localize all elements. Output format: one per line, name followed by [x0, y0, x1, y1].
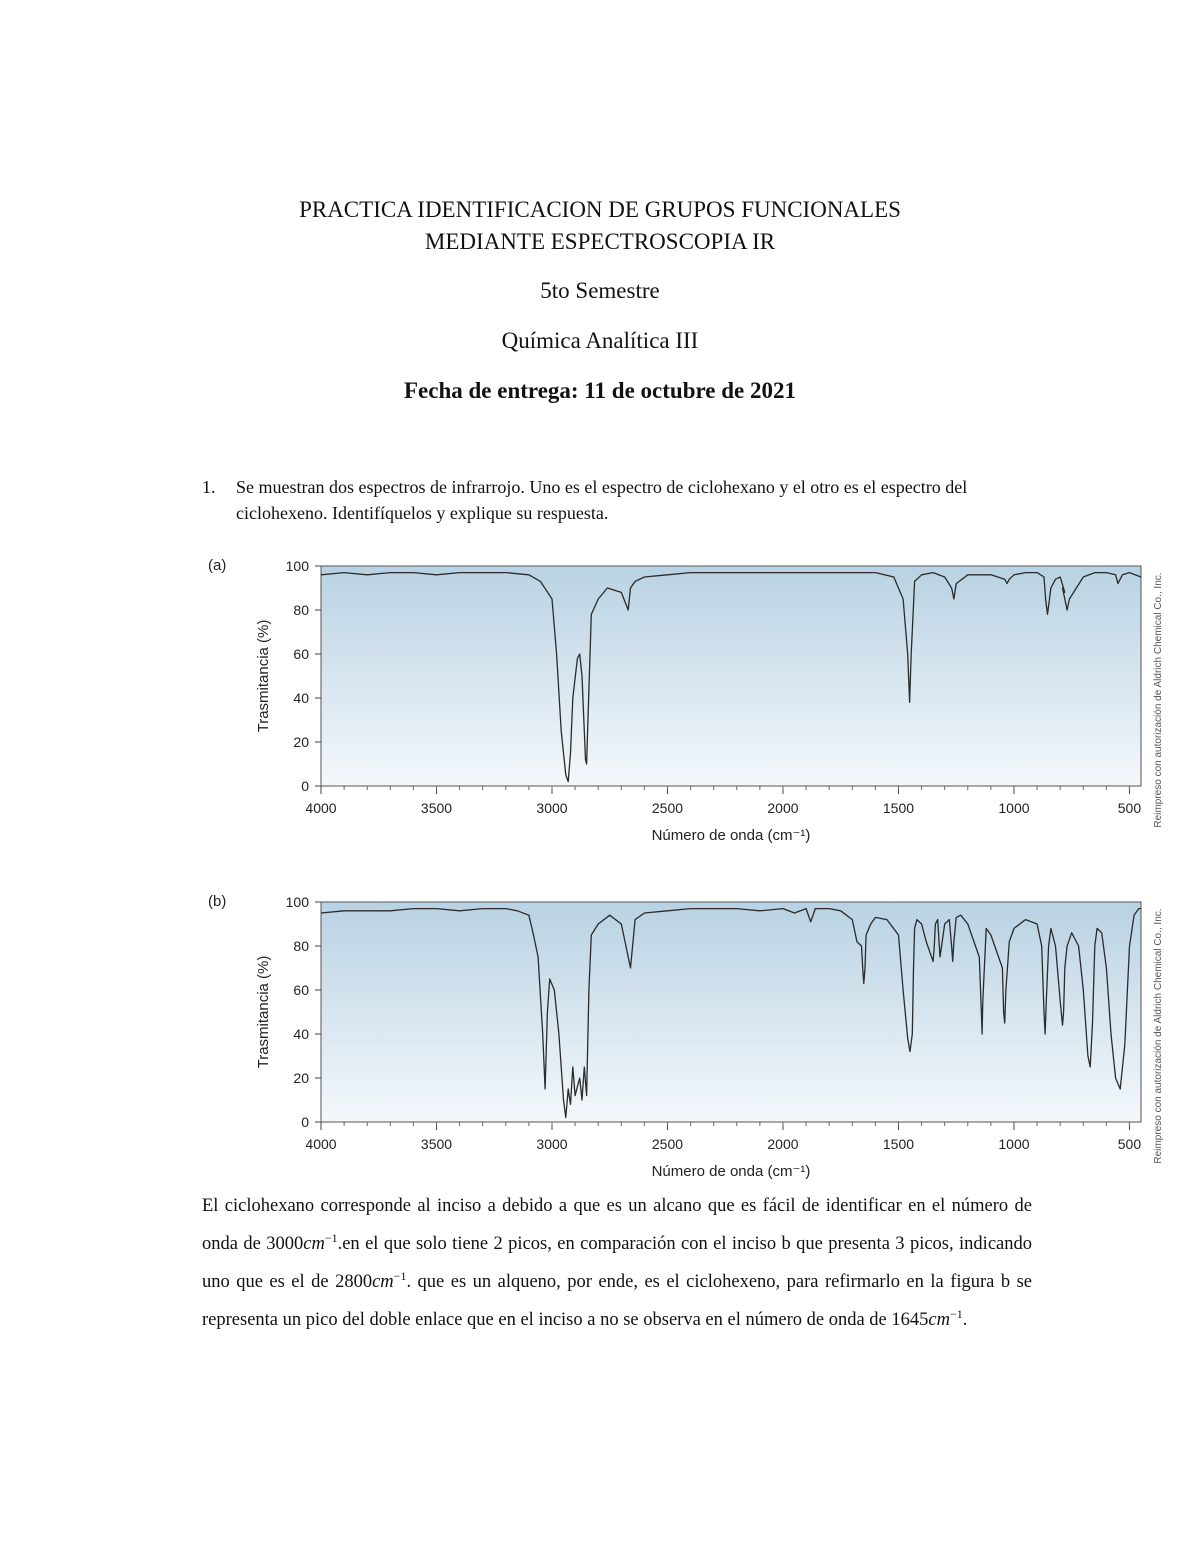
x-tick-label: 1500	[882, 1136, 915, 1152]
answer-part-1: El ciclohexano corresponde al inciso a debido a que es un alcano que es fácil de identificar en el número de onda de 3000	[202, 1196, 1032, 1255]
x-tick-label: 1500	[882, 800, 915, 816]
unit-cm-1	[303, 1231, 338, 1255]
y-tick-label: 100	[285, 894, 309, 910]
y-tick-label: 100	[285, 558, 309, 574]
spectrum-b-chart	[206, 886, 1196, 1186]
y-tick-label: 40	[293, 1026, 309, 1042]
x-axis-label: Número de onda (cm⁻¹)	[651, 1163, 811, 1180]
answer-paragraph	[202, 1190, 1032, 1336]
spectrum-b	[206, 886, 1196, 1186]
x-tick-label: 3500	[420, 800, 453, 816]
image-credit: Reimpreso con autorización de Aldrich Chemical Co., Inc.	[1153, 908, 1164, 1164]
y-tick-label: 0	[301, 778, 309, 794]
unit-text: cm	[372, 1272, 394, 1293]
x-tick-label: 3000	[536, 800, 568, 816]
x-tick-label: 4000	[305, 1136, 337, 1152]
plot-area	[321, 902, 1141, 1122]
unit-exponent: −1	[949, 1307, 963, 1322]
question-text: Se muestran dos espectros de infrarrojo. Uno es el espectro de ciclohexano y el otro es el espectro del ciclohexeno. Identifíquelos y explique su respuesta.	[236, 477, 968, 523]
answer-part-4: .	[962, 1310, 968, 1331]
y-tick-label: 20	[293, 1070, 309, 1086]
due-date: Fecha de entrega: 11 de octubre de 2021	[403, 378, 796, 403]
x-tick-label: 3000	[536, 1136, 568, 1152]
y-tick-label: 20	[293, 734, 309, 750]
y-tick-label: 80	[293, 938, 309, 954]
x-tick-label: 2500	[651, 1136, 684, 1152]
panel-label: (a)	[208, 557, 227, 574]
spectrum-a	[206, 550, 1196, 850]
y-tick-label: 0	[301, 1114, 309, 1130]
spectrum-a-chart	[206, 550, 1196, 850]
y-tick-label: 60	[293, 646, 309, 662]
y-tick-label: 40	[293, 690, 309, 706]
x-tick-label: 1000	[998, 1136, 1030, 1152]
course-name: Química Analítica III	[501, 328, 699, 353]
x-tick-label: 3500	[420, 1136, 453, 1152]
x-tick-label: 4000	[305, 800, 337, 816]
x-tick-label: 2500	[651, 800, 684, 816]
title-line-1: PRACTICA IDENTIFICACION DE GRUPOS FUNCIONALES	[299, 197, 901, 222]
x-tick-label: 2000	[767, 800, 799, 816]
question-number: 1.	[202, 477, 216, 497]
answer-part-2: .en el que solo tiene 2 picos, en comparación con el inciso b que presenta 3 picos, indicando uno que es el de 2800	[202, 1234, 1032, 1293]
unit-cm-3	[928, 1307, 963, 1331]
y-axis-label: Trasmitancia (%)	[255, 955, 272, 1069]
plot-area	[321, 566, 1141, 786]
y-tick-label: 60	[293, 982, 309, 998]
x-tick-label: 2000	[767, 1136, 799, 1152]
answer-part-3: . que es un alqueno, por ende, es el ciclohexeno, para refirmarlo en la figura b se representa un pico del doble enlace que en el inciso a no se observa en el número de onda de 1645	[202, 1272, 1032, 1331]
unit-text: cm	[303, 1234, 325, 1255]
panel-label: (b)	[208, 893, 227, 910]
y-tick-label: 80	[293, 602, 309, 618]
unit-text: cm	[928, 1310, 950, 1331]
document-title	[0, 194, 1200, 258]
x-tick-label: 500	[1117, 1136, 1142, 1152]
unit-exponent: −1	[393, 1269, 407, 1284]
image-credit: Reimpreso con autorización de Aldrich Chemical Co., Inc.	[1153, 572, 1164, 828]
unit-cm-2	[372, 1269, 407, 1293]
unit-exponent: −1	[324, 1231, 338, 1245]
y-axis-label: Trasmitancia (%)	[255, 619, 272, 733]
x-tick-label: 1000	[998, 800, 1030, 816]
x-tick-label: 500	[1117, 800, 1142, 816]
semester: 5to Semestre	[540, 278, 660, 303]
x-axis-label: Número de onda (cm⁻¹)	[651, 827, 811, 844]
title-line-2: MEDIANTE ESPECTROSCOPIA IR	[424, 229, 776, 254]
